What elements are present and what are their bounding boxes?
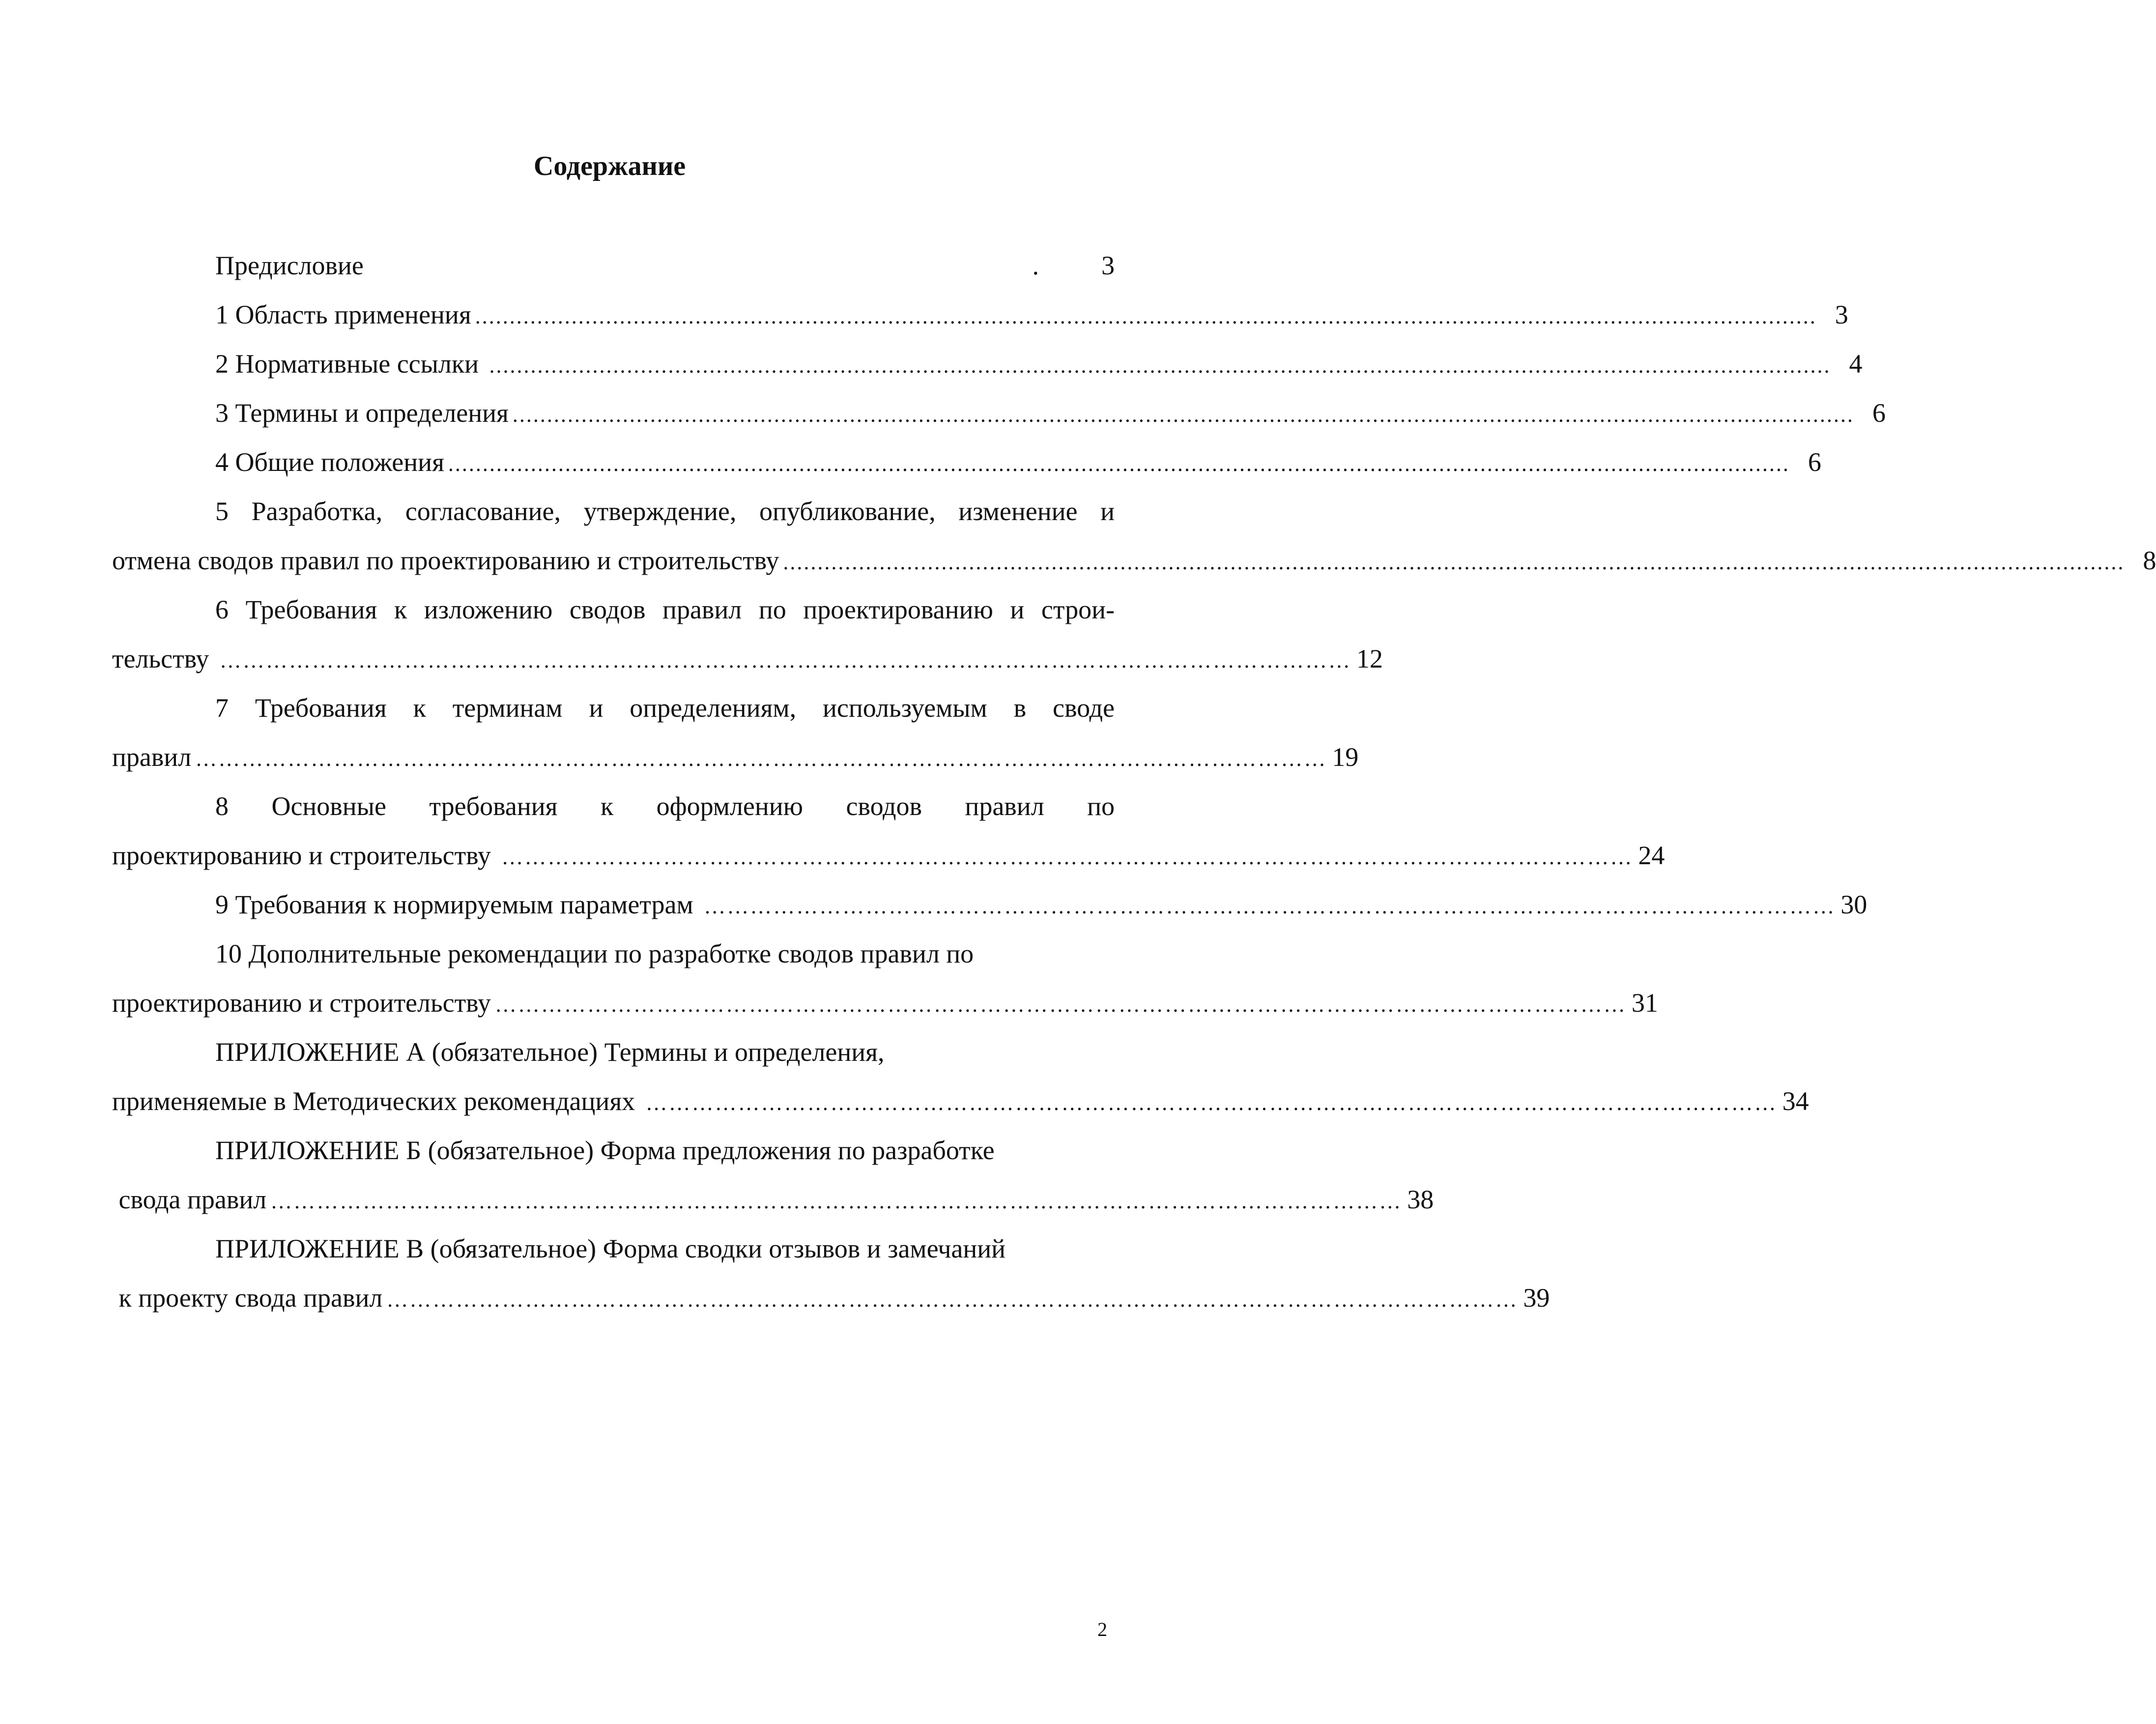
toc-entry-6-line-2 [112, 634, 1383, 683]
toc-entry-text: ПРИЛОЖЕНИЕ А (обязательное) Термины и определения, [215, 1037, 885, 1067]
toc-leader: . [1032, 251, 1039, 280]
toc-appendix-a-line-1 [112, 1027, 1115, 1077]
toc-leader: ………………………………………………………………………………………………………………………………… [386, 1287, 1519, 1312]
toc-page-number: 39 [1523, 1283, 1550, 1313]
toc-appendix-b-line-1 [112, 1126, 1115, 1175]
table-of-contents [112, 241, 2156, 1322]
toc-entry-text: к проекту свода правил [112, 1283, 383, 1313]
toc-entry-2 [112, 339, 1863, 388]
toc-entry-text: 9 Требования к нормируемым параметрам [215, 890, 700, 919]
toc-entry-1 [112, 290, 1848, 339]
toc-entry-foreword [112, 241, 1115, 290]
toc-entry-7-line-2 [112, 732, 1359, 782]
toc-page-number: 12 [1356, 644, 1383, 673]
toc-entry-8-line-2 [112, 831, 1665, 880]
toc-leader: ................................................................................................................................................................................................... [489, 353, 1831, 378]
toc-page-number: 19 [1332, 742, 1359, 772]
toc-leader: ................................................................................................................................................................................................... [448, 452, 1790, 476]
toc-entry-10-line-1 [112, 929, 1115, 978]
toc-entry-8-line-1 [112, 782, 1115, 831]
toc-entry-text: ПРИЛОЖЕНИЕ В (обязательное) Форма сводки отзывов и замечаний [215, 1234, 1006, 1263]
toc-entry-text: 10 Дополнительные рекомендации по разработке сводов правил по [215, 939, 974, 968]
toc-page-number: 24 [1638, 841, 1665, 870]
toc-entry-text: применяемые в Методических рекомендациях [112, 1086, 642, 1116]
toc-appendix-b-line-2 [112, 1175, 1434, 1224]
toc-entry-text: 5 Разработка, согласование, утверждение, опубликование, изменение и [215, 497, 1115, 526]
toc-entry-text: 7 Требования к терминам и определениям, используемым в своде [215, 693, 1115, 723]
toc-page-number: 31 [1631, 988, 1658, 1018]
toc-entry-9 [112, 880, 1868, 929]
toc-leader: ………………………………………………………………………………………………………………………………… [704, 894, 1836, 918]
toc-leader: ………………………………………………………………………………………………………………………………… [195, 747, 1327, 771]
toc-entry-text: 6 Требования к изложению сводов правил по проектированию и строи- [215, 595, 1115, 624]
toc-entry-text: 8 Основные требования к оформлению сводов правил по [215, 791, 1115, 821]
toc-entry-text: свода правил [112, 1185, 267, 1214]
toc-page-number: 4 [1849, 349, 1863, 379]
toc-entry-5-line-2 [112, 536, 2156, 585]
toc-appendix-v-line-1 [112, 1224, 1115, 1273]
toc-entry-text: 4 Общие положения [215, 447, 444, 477]
toc-leader: ………………………………………………………………………………………………………………………………… [501, 845, 1634, 869]
toc-entry-text: тельству [112, 644, 216, 673]
page-number: 2 [1097, 1618, 1107, 1640]
toc-entry-text: 3 Термины и определения [215, 398, 509, 428]
toc-entry-text: Предисловие [215, 251, 364, 280]
toc-entry-text: проектированию и строительству [112, 988, 491, 1018]
toc-leader: ................................................................................................................................................................................................... [475, 304, 1817, 328]
toc-leader: ................................................................................................................................................................................................... [512, 403, 1854, 427]
toc-page-number: 30 [1840, 890, 1868, 919]
toc-page-number: 8 [2143, 546, 2156, 575]
toc-leader: ………………………………………………………………………………………………………………………………… [494, 993, 1627, 1017]
toc-entry-text: 1 Область применения [215, 300, 471, 329]
toc-leader: ………………………………………………………………………………………………………………………………… [219, 648, 1351, 672]
toc-entry-text: ПРИЛОЖЕНИЕ Б (обязательное) Форма предложения по разработке [215, 1136, 995, 1165]
toc-entry-text: отмена сводов правил по проектированию и строительству [112, 546, 779, 575]
toc-entry-text: правил [112, 742, 192, 772]
toc-page-number: 6 [1808, 447, 1821, 477]
toc-page-number: 34 [1782, 1086, 1809, 1116]
toc-entry-text: 2 Нормативные ссылки [215, 349, 486, 379]
toc-appendix-v-line-2 [112, 1273, 1550, 1322]
toc-entry-10-line-2 [112, 978, 1658, 1027]
toc-page-number: 3 [1101, 251, 1115, 280]
toc-appendix-a-line-2 [112, 1077, 1809, 1126]
toc-entry-6-line-1 [112, 585, 1115, 634]
page-title: Содержание [533, 151, 686, 181]
toc-leader: ………………………………………………………………………………………………………………………………… [645, 1091, 1778, 1115]
toc-entry-5-line-1 [112, 487, 1115, 536]
toc-page-number: 38 [1407, 1185, 1434, 1214]
toc-page-number: 3 [1835, 300, 1848, 329]
toc-entry-3 [112, 388, 1886, 438]
toc-entry-text: проектированию и строительству [112, 841, 498, 870]
toc-entry-7-line-1 [112, 683, 1115, 732]
toc-entry-4 [112, 438, 1821, 487]
toc-leader: ................................................................................................................................................................................................... [783, 550, 2125, 574]
toc-page-number: 6 [1872, 398, 1886, 428]
toc-leader: ………………………………………………………………………………………………………………………………… [270, 1189, 1403, 1213]
